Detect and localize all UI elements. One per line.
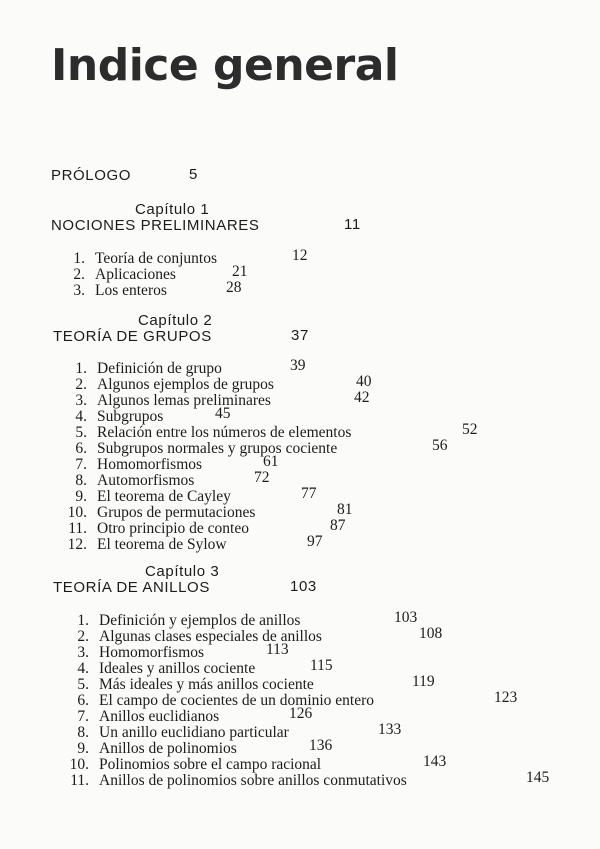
entry-number: 9. <box>75 488 87 505</box>
entry-number: 7. <box>75 456 87 473</box>
chapter-1-title: NOCIONES PRELIMINARES <box>51 217 260 234</box>
entry-title: El teorema de Cayley <box>97 488 231 505</box>
toc-entry <box>68 517 346 537</box>
entry-title: Ideales y anillos cociente <box>99 660 256 677</box>
entry-page: 113 <box>266 641 289 658</box>
toc-entry <box>77 737 333 757</box>
entry-page: 123 <box>494 689 518 706</box>
entry-title: Homomorfismos <box>97 456 203 473</box>
toc-entry <box>77 705 313 725</box>
entry-number: 2. <box>75 376 87 393</box>
entry-number: 1. <box>73 250 85 267</box>
entry-page: 133 <box>378 721 402 738</box>
entry-number: 4. <box>77 660 89 677</box>
entry-page: 39 <box>290 357 306 374</box>
entry-page: 119 <box>412 673 435 690</box>
entry-title: El campo de cocientes de un dominio entero <box>99 692 375 709</box>
entry-number: 8. <box>75 472 87 489</box>
entry-number: 7. <box>77 708 89 725</box>
toc-entry <box>75 453 279 473</box>
chapter-1-page: 11 <box>344 216 361 233</box>
chapter-2-heading: Capítulo 2 <box>138 312 213 329</box>
entry-title: Un anillo euclidiano particular <box>99 724 289 741</box>
entry-page: 12 <box>292 247 308 264</box>
entry-number: 2. <box>77 628 89 645</box>
entry-number: 10. <box>69 756 89 773</box>
entry-title: Anillos de polinomios <box>99 740 237 757</box>
entry-title: Algunos lemas preliminares <box>97 392 271 409</box>
entry-title: Definición y ejemplos de anillos <box>99 612 301 629</box>
toc-entry <box>75 485 317 505</box>
toc-entry <box>75 357 306 377</box>
entry-title: Homomorfismos <box>99 644 205 661</box>
entry-page: 108 <box>419 625 443 642</box>
entry-title: Subgrupos normales y grupos cociente <box>97 440 338 457</box>
toc-entry <box>77 641 289 661</box>
entry-page: 28 <box>226 279 242 296</box>
toc-entry <box>75 421 478 441</box>
toc-entry <box>73 279 242 299</box>
entry-title: Anillos de polinomios sobre anillos conmutativos <box>99 772 407 789</box>
entry-title: Otro principio de conteo <box>97 520 249 537</box>
entry-page: 115 <box>310 657 333 674</box>
toc-entry <box>75 469 270 489</box>
entry-number: 3. <box>77 644 89 661</box>
entry-number: 6. <box>77 692 89 709</box>
entry-number: 12. <box>67 536 87 553</box>
toc-entry <box>73 263 248 283</box>
entry-title: Más ideales y más anillos cociente <box>99 676 314 693</box>
toc-entry <box>77 689 518 709</box>
entry-number: 11. <box>70 772 89 789</box>
entry-title: Automorfismos <box>97 472 195 489</box>
entry-number: 3. <box>73 282 85 299</box>
entry-title: Algunas clases especiales de anillos <box>99 628 322 645</box>
toc-entry <box>77 609 418 629</box>
toc-entry <box>69 753 447 773</box>
prologo-label: PRÓLOGO <box>51 167 132 184</box>
toc-entry <box>75 405 231 425</box>
entry-number: 11. <box>68 520 87 537</box>
entry-number: 1. <box>75 360 87 377</box>
entry-title: Subgrupos <box>97 408 164 425</box>
chapter-2-title: TEORÍA DE GRUPOS <box>53 328 212 345</box>
chapter-3-heading: Capítulo 3 <box>145 563 220 580</box>
entry-title: Teoría de conjuntos <box>95 250 218 267</box>
entry-number: 1. <box>77 612 89 629</box>
prologo-page: 5 <box>189 166 198 183</box>
chapter-2-page: 37 <box>291 327 309 344</box>
entry-number: 8. <box>77 724 89 741</box>
entry-title: El teorema de Sylow <box>97 536 227 553</box>
toc-entry <box>75 389 370 409</box>
toc-entry <box>77 673 435 693</box>
entry-page: 103 <box>394 609 418 626</box>
chapter-3-title: TEORÍA DE ANILLOS <box>53 579 210 596</box>
entry-page: 136 <box>309 737 333 754</box>
chapter-3-page: 103 <box>290 578 317 595</box>
toc-entry <box>77 657 333 677</box>
entry-page: 42 <box>354 389 370 406</box>
entry-page: 145 <box>526 769 550 786</box>
entry-page: 126 <box>289 705 313 722</box>
entry-title: Definición de grupo <box>97 360 222 377</box>
entry-title: Relación entre los números de elementos <box>97 424 352 441</box>
toc-entry <box>67 533 323 553</box>
chapter-1-heading: Capítulo 1 <box>135 201 210 218</box>
toc-entry <box>73 247 308 267</box>
toc-entry <box>75 437 448 457</box>
entry-page: 72 <box>254 469 270 486</box>
entry-number: 5. <box>75 424 87 441</box>
entry-page: 40 <box>356 373 372 390</box>
entry-title: Grupos de permutaciones <box>97 504 256 521</box>
entry-title: Los enteros <box>95 282 167 299</box>
toc-entry <box>75 373 372 393</box>
entry-page: 56 <box>432 437 448 454</box>
entry-page: 52 <box>462 421 478 438</box>
toc-entry <box>77 721 402 741</box>
entry-number: 4. <box>75 408 87 425</box>
entry-number: 5. <box>77 676 89 693</box>
entry-page: 21 <box>232 263 248 280</box>
entry-page: 61 <box>263 453 279 470</box>
entry-title: Anillos euclidianos <box>99 708 220 725</box>
entry-number: 3. <box>75 392 87 409</box>
entry-number: 6. <box>75 440 87 457</box>
entry-page: 143 <box>423 753 447 770</box>
entry-page: 77 <box>301 485 317 502</box>
entry-title: Algunos ejemplos de grupos <box>97 376 274 393</box>
entry-page: 45 <box>215 405 231 422</box>
entry-title: Aplicaciones <box>95 266 176 283</box>
entry-title: Polinomios sobre el campo racional <box>99 756 322 773</box>
page-title: Indice general <box>51 40 399 91</box>
entry-number: 10. <box>67 504 87 521</box>
entry-number: 2. <box>73 266 85 283</box>
entry-page: 97 <box>307 533 323 550</box>
entry-number: 9. <box>77 740 89 757</box>
toc-entry <box>70 769 550 789</box>
toc-entry <box>67 501 353 521</box>
entry-page: 81 <box>337 501 353 518</box>
entry-page: 87 <box>330 517 346 534</box>
